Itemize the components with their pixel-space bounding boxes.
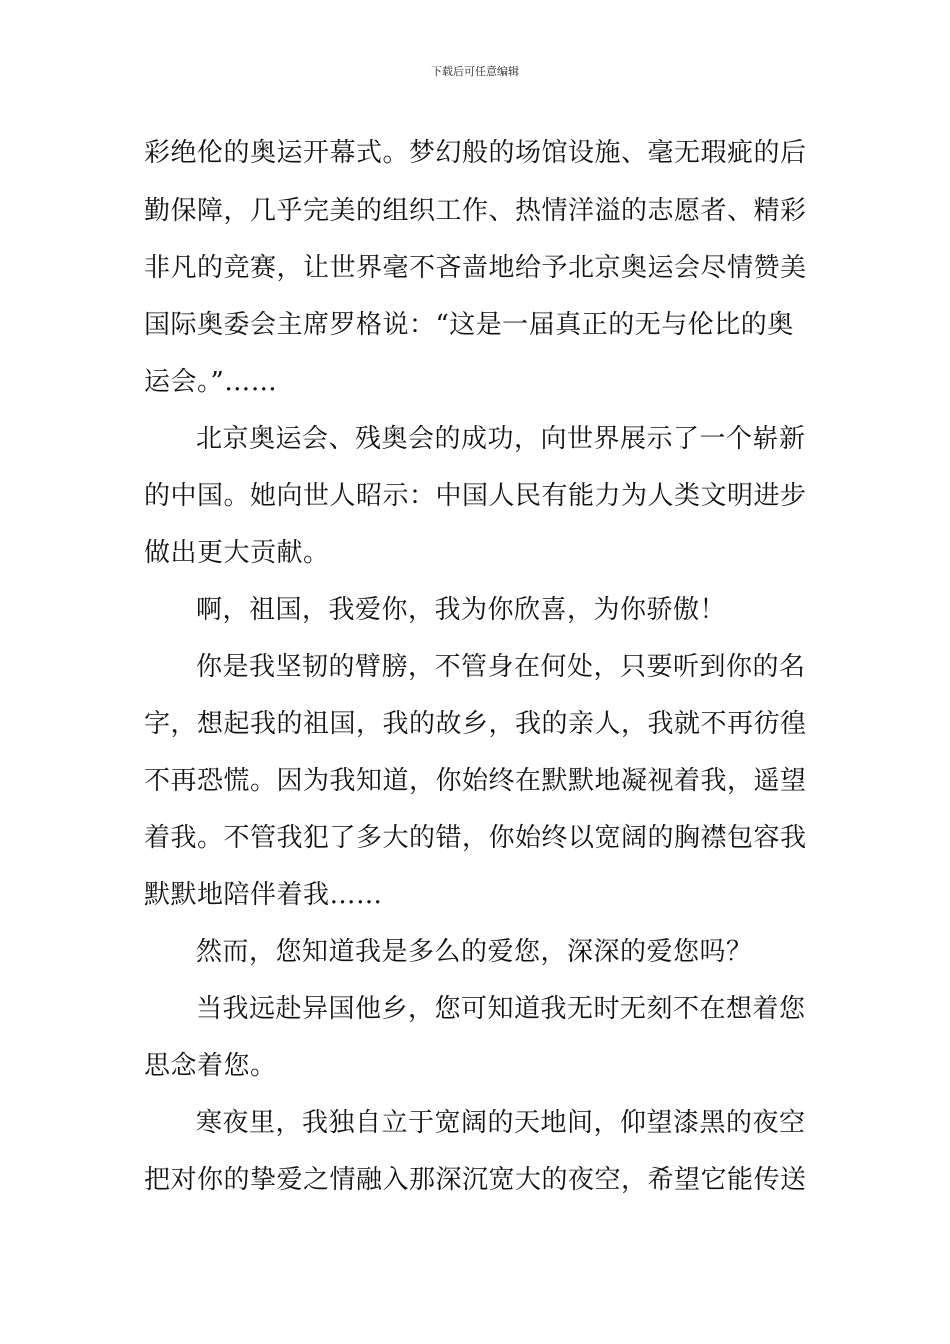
text-line: 思念着您。 (144, 1051, 277, 1081)
page-header: 下载后可任意编辑 (431, 65, 519, 78)
paragraph-start-line: 北京奥运会、残奥会的成功，向世界展示了一个崭新 (196, 424, 806, 454)
text-line: 着我。不管我犯了多大的错，你始终以宽阔的胸襟包容我 (144, 823, 807, 853)
paragraph-start-line: 寒夜里，我独自立于宽阔的天地间，仰望漆黑的夜空 (196, 1108, 806, 1138)
text-line: 字，想起我的祖国，我的故乡，我的亲人，我就不再彷徨 (144, 709, 807, 739)
text-line: 勤保障，几乎完美的组织工作、热情洋溢的志愿者、精彩 (144, 196, 807, 226)
text-line: 不再恐慌。因为我知道，你始终在默默地凝视着我，遥望 (144, 766, 807, 796)
text-line: 做出更大贡献。 (144, 538, 330, 568)
text-line: 的中国。她向世人昭示：中国人民有能力为人类文明进步 (144, 481, 807, 511)
paragraph-start-line: 你是我坚韧的臂膀，不管身在何处，只要听到你的名 (196, 652, 806, 682)
paragraph-start-line: 啊，祖国，我爱你，我为你欣喜，为你骄傲！ (196, 595, 727, 625)
text-line: 运会。”…… (144, 367, 278, 397)
paragraph-start-line: 当我远赴异国他乡，您可知道我无时无刻不在想着您 (196, 994, 806, 1024)
text-line: 把对你的挚爱之情融入那深沉宽大的夜空，希望它能传送 (144, 1165, 807, 1195)
text-line: 国际奥委会主席罗格说：“这是一届真正的无与伦比的奥 (144, 310, 794, 340)
paragraph-start-line: 然而，您知道我是多么的爱您，深深的爱您吗？ (196, 937, 753, 967)
text-line: 彩绝伦的奥运开幕式。梦幻般的场馆设施、毫无瑕疵的后 (144, 138, 807, 168)
text-line: 默默地陪伴着我…… (144, 880, 383, 910)
text-line: 非凡的竞赛，让世界毫不吝啬地给予北京奥运会尽情赞美 (144, 253, 807, 283)
